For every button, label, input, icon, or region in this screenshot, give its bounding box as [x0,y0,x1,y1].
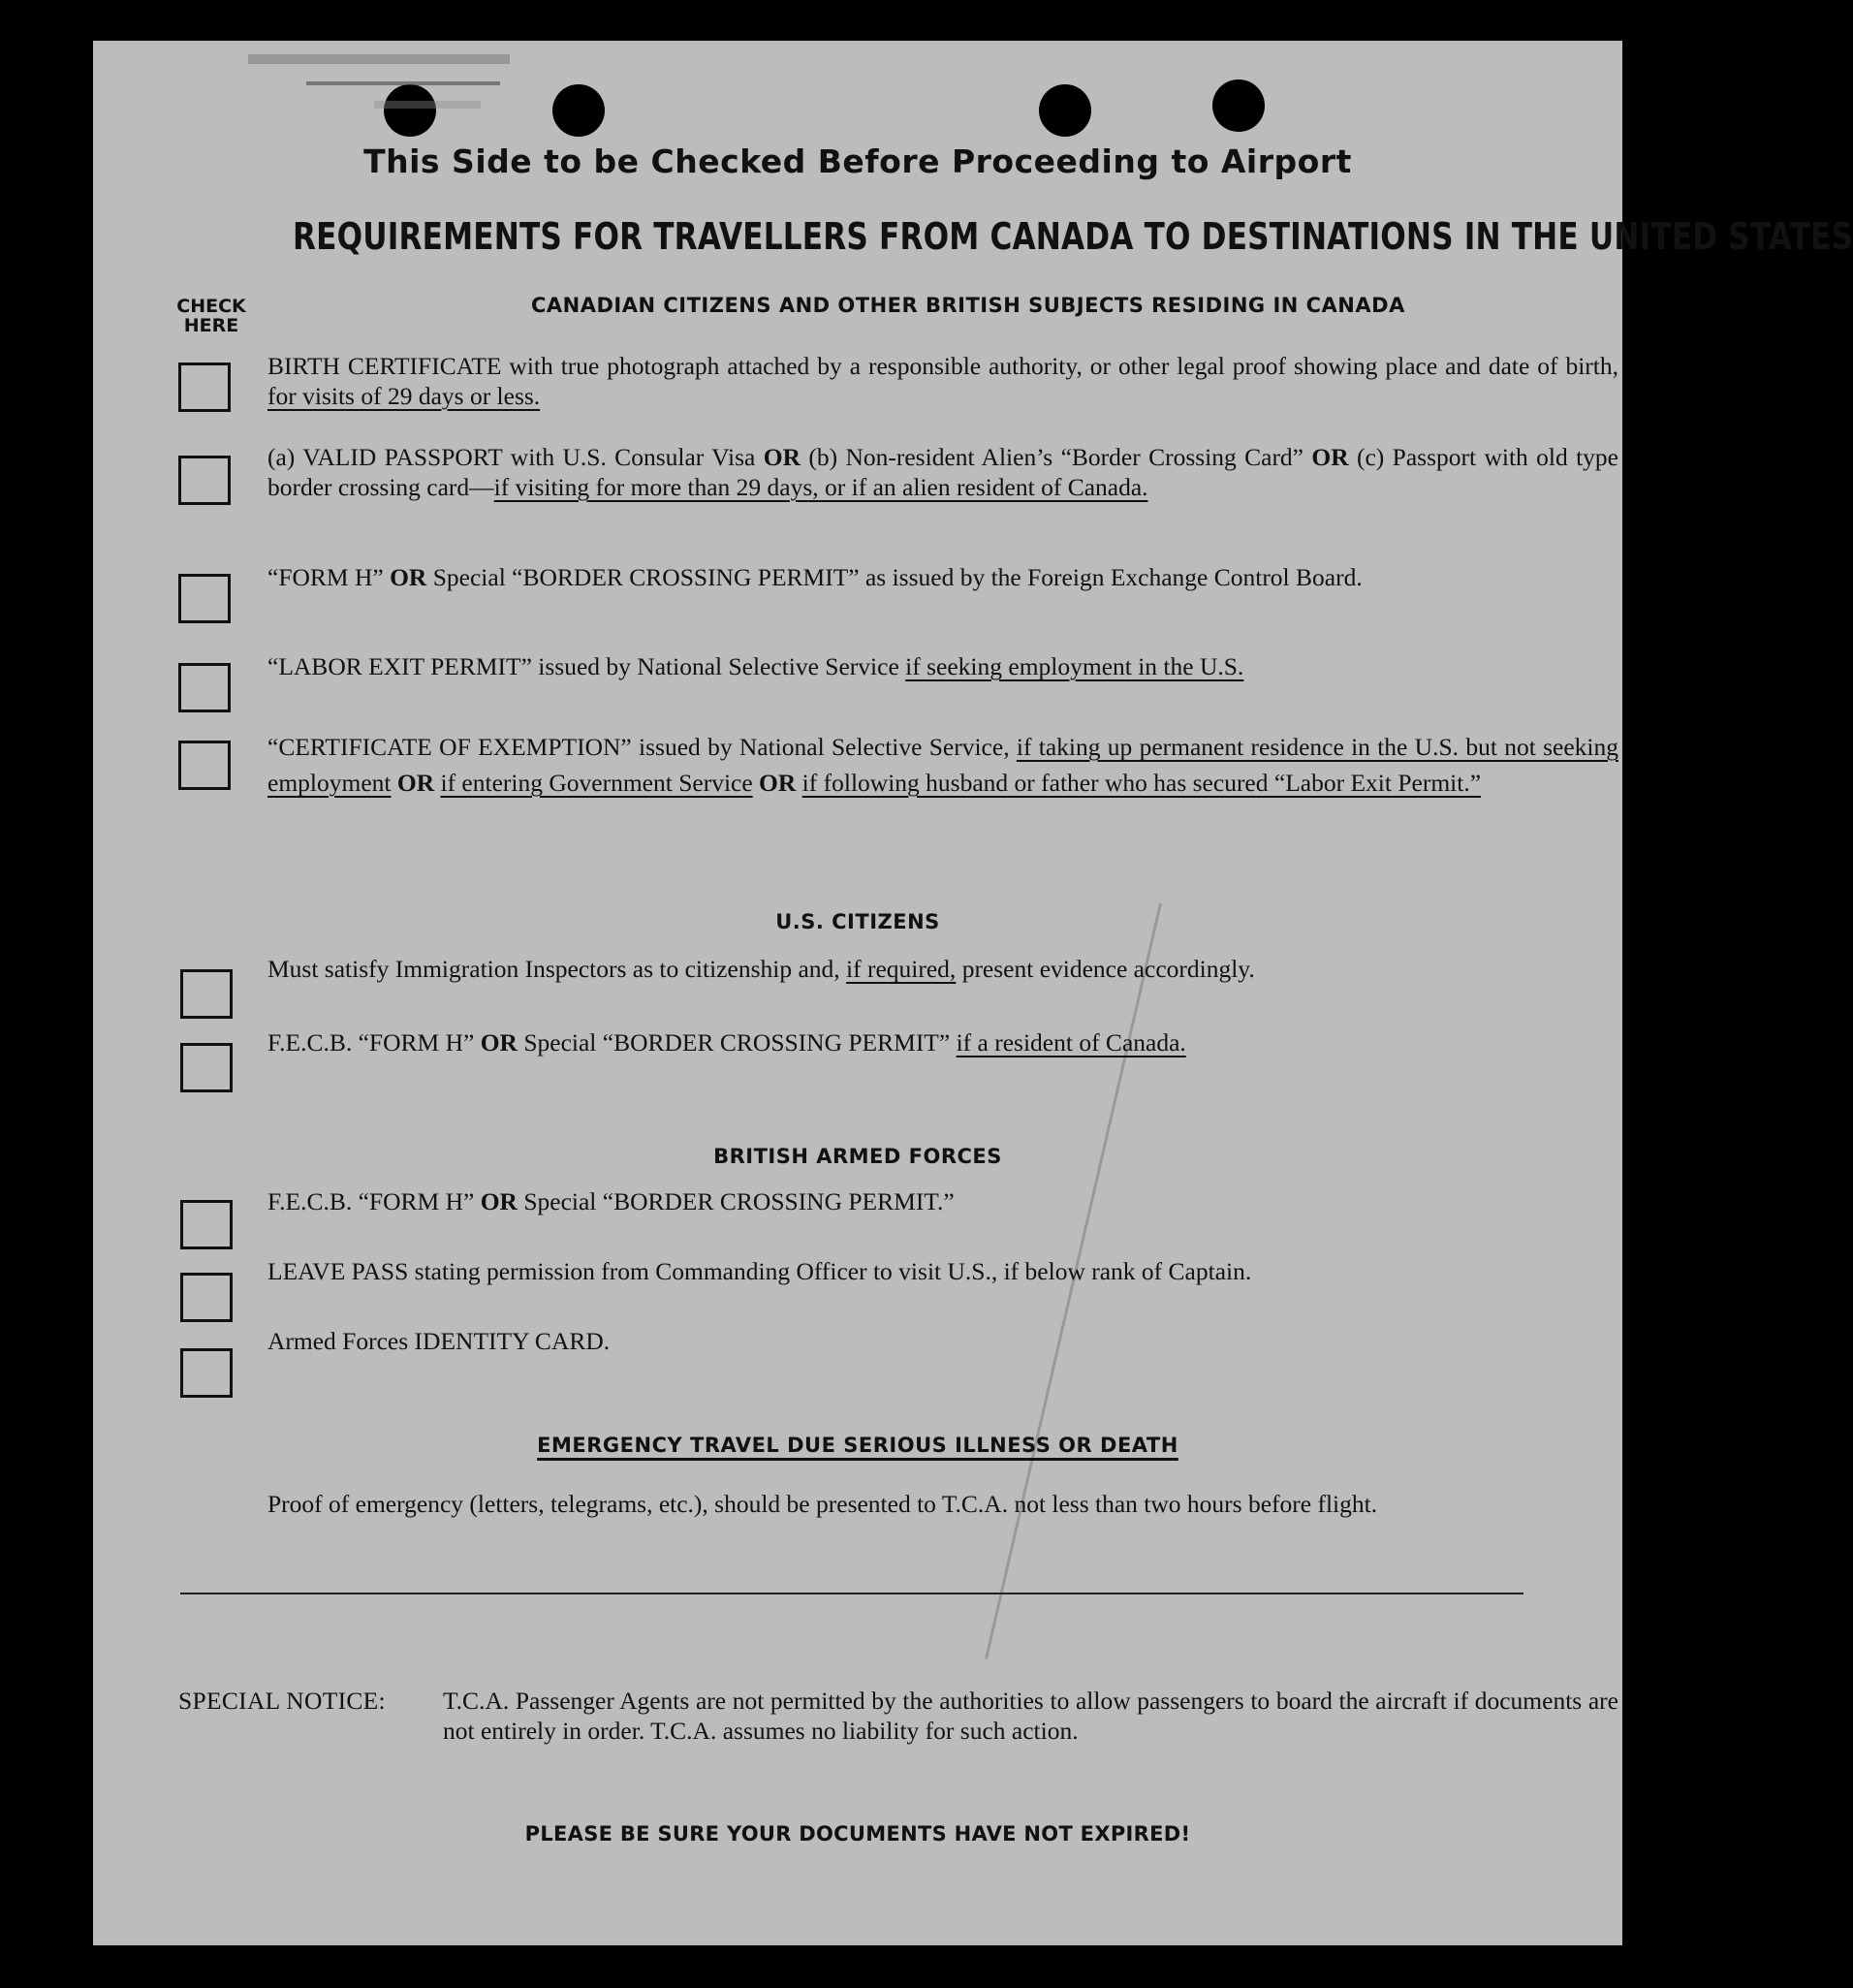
checkbox-us-form-h[interactable] [180,1043,233,1092]
requirement-valid-passport: (a) VALID PASSPORT with U.S. Consular Visa OR (b) Non-resident Alien’s “Border Crossing Card” OR (c) Passport with old type border crossing card—if visiting for more than 29 days, or if an alien resident of Canada. [267,443,1618,501]
requirement-us-form-h: F.E.C.B. “FORM H” OR Special “BORDER CROSSING PERMIT” if a resident of Canada. [267,1028,1186,1057]
footer-warning: PLEASE BE SURE YOUR DOCUMENTS HAVE NOT EXPIRED! [524,1822,1191,1846]
page-title: REQUIREMENTS FOR TRAVELLERS FROM CANADA TO DESTINATIONS IN THE UNITED STATES [293,215,1853,258]
checkbox-form-h[interactable] [178,574,231,623]
checkbox-certificate-exemption[interactable] [178,741,231,790]
punch-hole [1212,79,1265,132]
checkbox-identity-card[interactable] [180,1348,233,1398]
requirement-satisfy-inspectors: Must satisfy Immigration Inspectors as to citizenship and, if required, present evidence accordingly. [267,955,1255,983]
divider-line [180,1593,1523,1594]
special-notice-text: T.C.A. Passenger Agents are not permitted by the authorities to allow passengers to board the aircraft if documents are not entirely in order. T.C.A. assumes no liability for such action. [443,1687,1618,1745]
special-notice-label: SPECIAL NOTICE: [178,1687,386,1715]
checkbox-leave-pass[interactable] [180,1273,233,1322]
requirement-leave-pass: LEAVE PASS stating permission from Commanding Officer to visit U.S., if below rank of Captain. [267,1257,1252,1285]
document-page [93,41,1853,1945]
check-here-label: CHECK HERE [176,296,246,336]
punch-hole [552,84,605,137]
requirement-form-h: “FORM H” OR Special “BORDER CROSSING PERMIT” as issued by the Foreign Exchange Control Board. [267,563,1363,591]
requirement-birth-certificate: BIRTH CERTIFICATE with true photograph attached by a responsible authority, or other legal proof showing place and date of birth, for visits of 29 days or less. [267,352,1618,410]
checkbox-british-form-h[interactable] [180,1200,233,1249]
section-heading-british-armed-forces: BRITISH ARMED FORCES [713,1145,1002,1168]
page-subtitle: This Side to be Checked Before Proceeding to Airport [363,142,1352,180]
section-heading-canadian: CANADIAN CITIZENS AND OTHER BRITISH SUBJECTS RESIDING IN CANADA [531,294,1405,317]
section-heading-us-citizens: U.S. CITIZENS [775,910,940,933]
checkbox-satisfy-inspectors[interactable] [180,969,233,1019]
requirement-labor-exit-permit: “LABOR EXIT PERMIT” issued by National Selective Service if seeking employment in the U.S. [267,652,1244,680]
ink-stamp-smudge [229,47,529,124]
emergency-text: Proof of emergency (letters, telegrams, etc.), should be presented to T.C.A. not less than two hours before flight. [267,1490,1378,1518]
checkbox-valid-passport[interactable] [178,456,231,505]
requirement-identity-card: Armed Forces IDENTITY CARD. [267,1327,611,1355]
checkbox-labor-exit-permit[interactable] [178,663,231,712]
punch-hole [1039,84,1091,137]
checkbox-birth-certificate[interactable] [178,363,231,412]
section-heading-emergency: EMERGENCY TRAVEL DUE SERIOUS ILLNESS OR DEATH [537,1434,1178,1457]
requirement-certificate-exemption: “CERTIFICATE OF EXEMPTION” issued by National Selective Service, if taking up permanent residence in the U.S. but not seeking employment OR if entering Government Service OR if following husband or father who has secured “Labor Exit Permit.” [267,733,1618,797]
requirement-british-form-h: F.E.C.B. “FORM H” OR Special “BORDER CROSSING PERMIT.” [267,1187,955,1215]
